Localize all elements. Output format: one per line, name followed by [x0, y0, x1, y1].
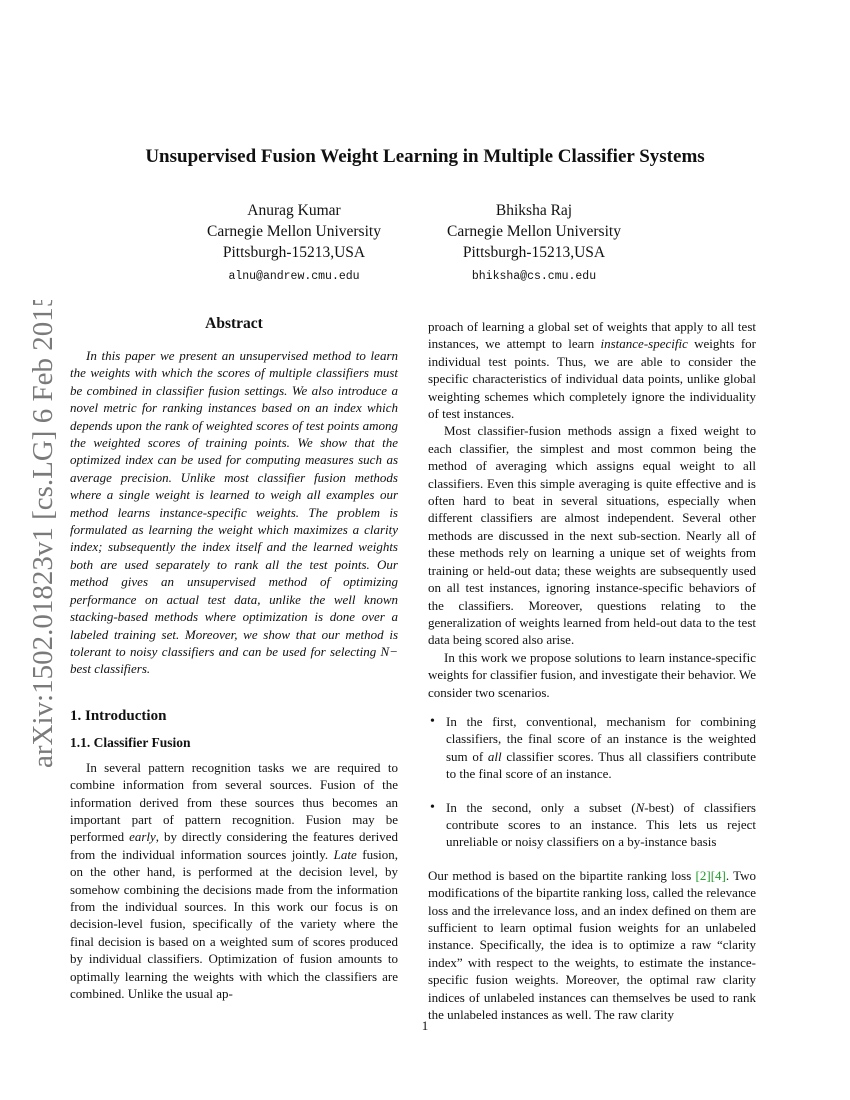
- intro-paragraph-continued: proach of learning a global set of weights that apply to all test instances, we attempt to learn instance-specific weights for individual test points. Thus, we are able to consider the specific characteristics of individual data points, unlike global weighting schemes which completely ignore the individuality of test instances.: [428, 319, 756, 422]
- page-number: 1: [421, 1018, 429, 1033]
- author-location: Pittsburgh-15213,USA: [462, 244, 606, 261]
- list-item: • In the first, conventional, mechanism for combining classifiers, the final score of an instance is the weighted sum of all classifier scores. Thus all classifiers contribute to the final score of an instance.: [428, 713, 756, 783]
- section-heading-introduction: 1. Introduction: [70, 707, 167, 724]
- author-block-2: [414, 200, 654, 287]
- abstract-heading: Abstract: [205, 315, 263, 332]
- citation-link[interactable]: [4]: [710, 867, 726, 883]
- author-name: Anurag Kumar: [247, 202, 341, 219]
- author-location: Pittsburgh-15213,USA: [222, 244, 366, 261]
- author-email: bhiksha@cs.cmu.edu: [471, 270, 597, 283]
- author-name: Bhiksha Raj: [495, 202, 573, 219]
- paper-title: Unsupervised Fusion Weight Learning in Multiple Classifier Systems: [145, 146, 705, 167]
- subsection-heading-classifier-fusion: 1.1. Classifier Fusion: [70, 734, 191, 750]
- right-column: [428, 318, 756, 1023]
- author-affiliation: Carnegie Mellon University: [207, 223, 381, 240]
- intro-paragraph-2: Most classifier-fusion methods assign a fixed weight to each classifier, the simplest and most common being the method of averaging which assigns equal weight to all classifiers. Even this simple averaging is quite effective and is often hard to beat in several situations, especially when different classifiers are almost independent. Several other methods are discussed in the next sub-section. Nearly all of these methods rely on learning a unique set of weights from training or held-out data; these weights are subsequently used on all test instances, ignoring instance-specific behaviors of the classifiers. Moreover, questions relating to the generalization of weights learned from held-out data to the test data being scored also arise.: [428, 423, 756, 648]
- arxiv-side-stamp: [8, 300, 68, 770]
- author-block-1: [174, 200, 414, 287]
- intro-paragraph-4: Our method is based on the bipartite ranking loss [2][4]. Two modifications of the bipartite ranking loss, called the relevance loss and the irrelevance loss, and an index defined on them are sufficient to learn optimal fusion weights for an unlabeled instance. Specifically, the idea is to optimize a raw “clarity index” with respect to the weights, to estimate the instance-specific fusion weights. Moreover, the optimal raw clarity indices of unlabeled instances can themselves be used to rank the unlabeled instances as well. The raw clarity: [428, 867, 757, 1023]
- intro-paragraph-1: In several pattern recognition tasks we are required to combine information from several sources. Fusion of the information derived from these sources thus becomes an important part of pattern recognition. Fusion may be performed early, by directly considering the features derived from the individual information sources jointly. Late fusion, on the other hand, is performed at the decision level, by somehow combining the decisions made from the information from the individual sources. In this work our focus is on decision-level fusion, specifically of the variety where the final decision is based on a weighted sum of scores produced by individual classifiers. Optimization of fusion amounts to optimally learning the weights with which the classifiers are combined. Unlike the usual ap-: [70, 759, 399, 1001]
- intro-paragraph-3: In this work we propose solutions to learn instance-specific weights for classifier fusion, and investigate their behavior. We consider two scenarios.: [428, 649, 756, 700]
- abstract-text: In this paper we present an unsupervised method to learn the weights with which the scores of multiple classifiers must be combined in classifier fusion settings. We also introduce a novel metric for ranking instances based on an index which depends upon the rank of weighted scores of test points among the weighted scores of training points. We show that the optimized index can be used for computing measures such as average precision. Unlike most classifier fusion methods where a single weight is learned to weigh all examples our method learns instance-specific weights. The problem is formulated as learning the weight which maximizes a clarity index; subsequently the index itself and the learned weights both are used separately to rank all the test points. Our method gives an unsupervised method of optimizing performance on actual test data, unlike the well known stacking-based methods where optimization is done over a labeled training set. Moreover, we show that our method is tolerant to noisy classifiers and can be used for selecting N− best classifiers.: [70, 348, 398, 677]
- author-email: alnu@andrew.cmu.edu: [228, 270, 360, 283]
- left-column: [70, 315, 398, 1002]
- scenario-list: [428, 713, 756, 851]
- citation-link[interactable]: [2]: [695, 867, 711, 883]
- list-item: • In the second, only a subset (N-best) of classifiers contribute scores to an instance. This lets us reject unreliable or noisy classifiers on a by-instance basis: [428, 799, 756, 851]
- arxiv-stamp-text: arXiv:1502.01823v1 [cs.LG] 6 Feb 2015: [27, 300, 59, 768]
- author-affiliation: Carnegie Mellon University: [447, 223, 621, 240]
